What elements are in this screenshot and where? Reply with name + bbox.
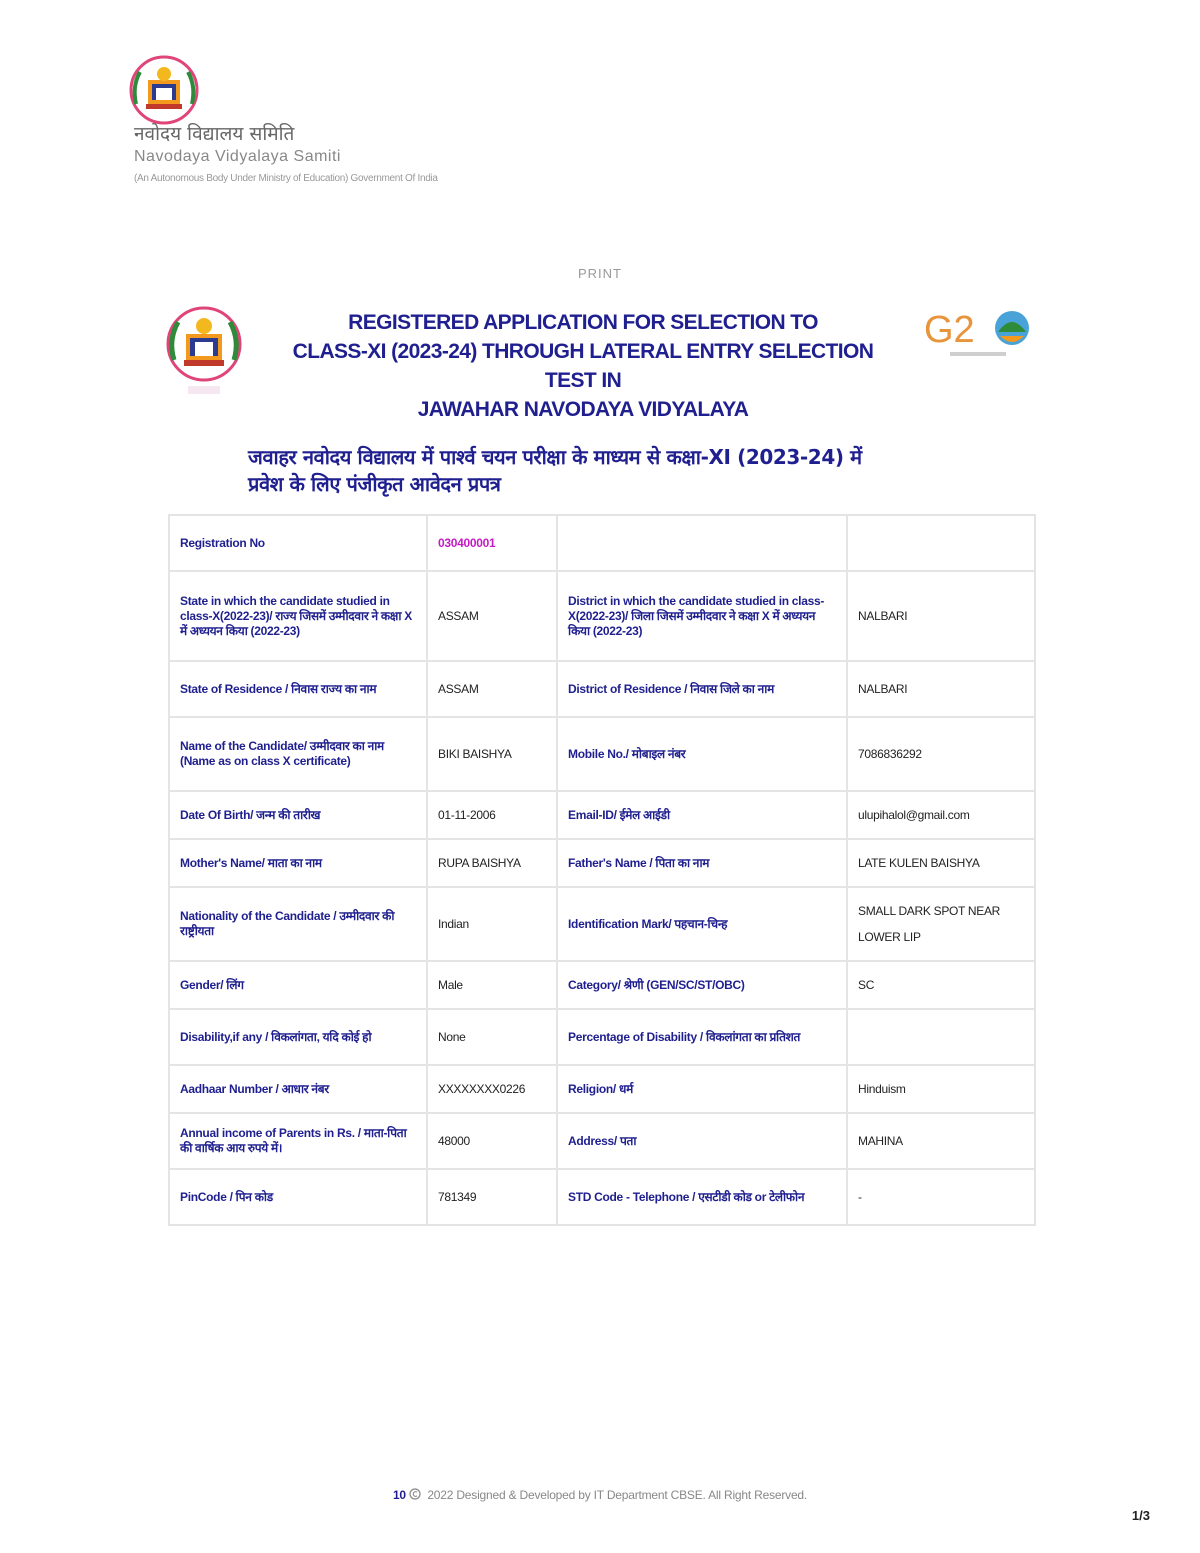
religion-label: Religion/ धर्म [557, 1065, 847, 1113]
candidate-name-label [169, 717, 427, 791]
father-name-label: Father's Name / पिता का नाम [557, 839, 847, 887]
district-residence-value: NALBARI [847, 661, 1035, 717]
state-residence-value: ASSAM [427, 661, 557, 717]
page-title-hindi [248, 444, 968, 498]
table-row [169, 1169, 1035, 1225]
print-label[interactable]: PRINT [578, 266, 622, 281]
pincode-value: 781349 [427, 1169, 557, 1225]
category-label: Category/ श्रेणी (GEN/SC/ST/OBC) [557, 961, 847, 1009]
disability-percentage-value [847, 1009, 1035, 1065]
state-studied-value: ASSAM [427, 571, 557, 661]
title-hindi-line: जवाहर नवोदय विद्यालय में पार्श्व चयन परीक्षा के माध्यम से कक्षा-XI (2023-24) में [248, 445, 862, 469]
footer [0, 1488, 1200, 1502]
aadhaar-value: XXXXXXXX0226 [427, 1065, 557, 1113]
std-code-label: STD Code - Telephone / एसटीडी कोड or टेलीफोन [557, 1169, 847, 1225]
address-label: Address/ पता [557, 1113, 847, 1169]
title-line: JAWAHAR NAVODAYA VIDYALAYA [417, 398, 749, 421]
identification-mark-value [847, 887, 1035, 961]
mother-name-value: RUPA BAISHYA [427, 839, 557, 887]
religion-value: Hinduism [847, 1065, 1035, 1113]
income-label: Annual income of Parents in Rs. / माता-पिता की वार्षिक आय रुपये में। [169, 1113, 427, 1169]
identification-mark-label: Identification Mark/ पहचान-चिन्ह [557, 887, 847, 961]
identification-mark-line: LOWER LIP [858, 930, 921, 944]
gender-label: Gender/ लिंग [169, 961, 427, 1009]
disability-value: None [427, 1009, 557, 1065]
empty-cell [557, 515, 847, 571]
title-line: REGISTERED APPLICATION FOR SELECTION TO [348, 311, 818, 334]
nationality-value: Indian [427, 887, 557, 961]
mobile-value: 7086836292 [847, 717, 1035, 791]
org-name-english: Navodaya Vidyalaya Samiti [134, 148, 341, 165]
table-row [169, 839, 1035, 887]
state-residence-label: State of Residence / निवास राज्य का नाम [169, 661, 427, 717]
title-line: CLASS-XI (2023-24) THROUGH LATERAL ENTRY SELECTION [292, 340, 874, 363]
district-studied-value: NALBARI [847, 571, 1035, 661]
table-row [169, 515, 1035, 571]
org-subtitle: (An Autonomous Body Under Ministry of Education) Government Of India [134, 173, 438, 184]
state-studied-label: State in which the candidate studied in class-X(2022-23)/ राज्य जिसमें उम्मीदवार ने कक्षा X में अध्ययन किया (2022-23) [169, 571, 427, 661]
org-header [126, 52, 546, 192]
gender-value: Male [427, 961, 557, 1009]
table-row [169, 887, 1035, 961]
table-row [169, 1009, 1035, 1065]
table-row [169, 717, 1035, 791]
father-name-value: LATE KULEN BAISHYA [847, 839, 1035, 887]
empty-cell [847, 515, 1035, 571]
dob-value: 01-11-2006 [427, 791, 557, 839]
nvs-emblem-large-icon [164, 302, 244, 402]
mobile-label: Mobile No./ मोबाइल नंबर [557, 717, 847, 791]
aadhaar-label: Aadhaar Number / आधार नंबर [169, 1065, 427, 1113]
page-number: 1/3 [1131, 1508, 1150, 1523]
pincode-label: PinCode / पिन कोड [169, 1169, 427, 1225]
email-value: ulupihalol@gmail.com [847, 791, 1035, 839]
identification-mark-line: SMALL DARK SPOT NEAR [858, 904, 1001, 918]
dob-label: Date Of Birth/ जन्म की तारीख [169, 791, 427, 839]
registration-no-label: Registration No [169, 515, 427, 571]
copyright-icon [409, 1488, 421, 1500]
std-code-value: - [847, 1169, 1035, 1225]
table-row [169, 1113, 1035, 1169]
table-row [169, 961, 1035, 1009]
address-value: MAHINA [847, 1113, 1035, 1169]
footer-text: 2022 Designed & Developed by IT Department CBSE. All Right Reserved. [427, 1488, 808, 1502]
income-value: 48000 [427, 1113, 557, 1169]
table-row [169, 571, 1035, 661]
email-label: Email-ID/ ईमेल आईडी [557, 791, 847, 839]
mother-name-label: Mother's Name/ माता का नाम [169, 839, 427, 887]
candidate-name-label-line: Name of the Candidate/ उम्मीदवार का नाम [180, 739, 384, 753]
title-hindi-line: प्रवेश के लिए पंजीकृत आवेदन प्रपत्र [248, 472, 501, 496]
footer-brand: 10 [392, 1488, 406, 1502]
svg-text:G2: G2 [924, 309, 975, 351]
district-studied-label: District in which the candidate studied in class-X(2022-23)/ जिला जिसमें उम्मीदवार ने कक्षा X में अध्ययन किया (2022-23) [557, 571, 847, 661]
title-line: TEST IN [544, 369, 622, 392]
page-title [250, 308, 916, 424]
table-row [169, 791, 1035, 839]
candidate-name-value: BIKI BAISHYA [427, 717, 557, 791]
g20-logo-icon [922, 302, 1034, 362]
category-value: SC [847, 961, 1035, 1009]
application-details-table [168, 514, 1036, 1226]
table-row [169, 661, 1035, 717]
registration-no-value: 030400001 [427, 515, 557, 571]
org-name-hindi: नवोदय विद्यालय समिति [134, 123, 295, 145]
table-row [169, 1065, 1035, 1113]
nationality-label: Nationality of the Candidate / उम्मीदवार की राष्ट्रीयता [169, 887, 427, 961]
district-residence-label: District of Residence / निवास जिले का नाम [557, 661, 847, 717]
disability-percentage-label: Percentage of Disability / विकलांगता का प्रतिशत [557, 1009, 847, 1065]
candidate-name-label-note: (Name as on class X certificate) [180, 754, 351, 768]
disability-label: Disability,if any / विकलांगता, यदि कोई हो [169, 1009, 427, 1065]
